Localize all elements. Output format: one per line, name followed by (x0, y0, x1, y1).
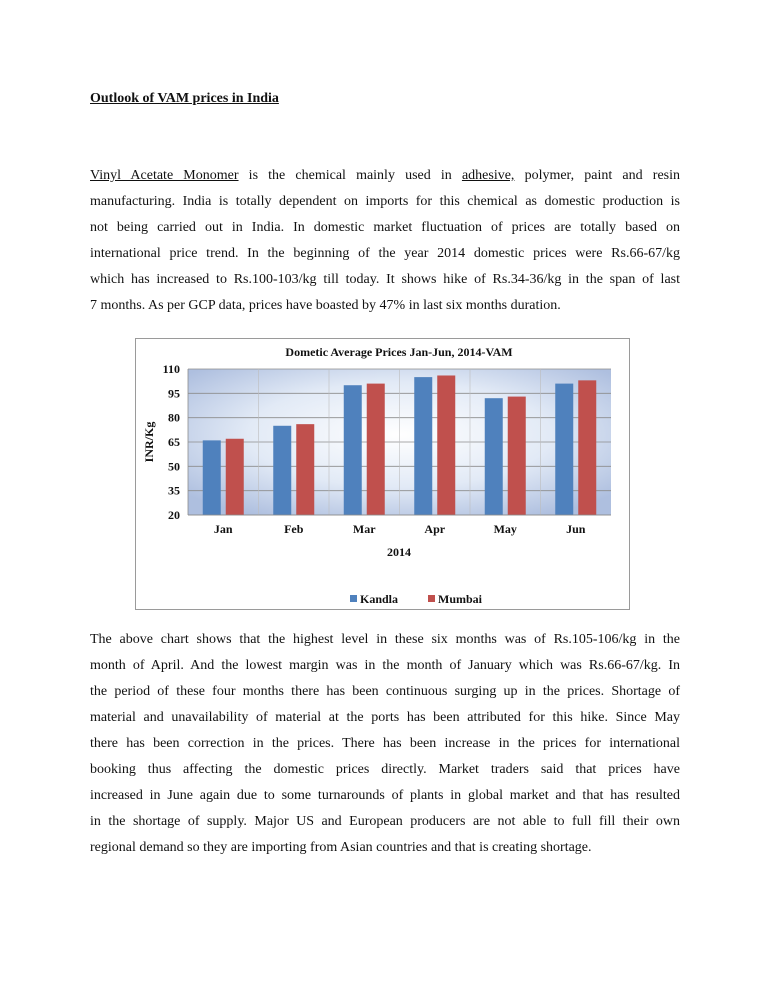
y-tick-label: 80 (168, 410, 180, 425)
bar-kandla (273, 426, 291, 515)
bar-mumbai (226, 439, 244, 515)
y-tick-label: 50 (168, 459, 180, 474)
x-tick-label: Feb (284, 522, 304, 536)
y-tick-label: 110 (162, 362, 180, 376)
paragraph-line: regional demand so they are importing from Asian countries and that is creating shortage. (90, 840, 592, 855)
bar-mumbai (367, 384, 385, 515)
line-text: polymer, paint and resin (514, 168, 681, 183)
line-text: is the chemical mainly used in (238, 168, 462, 183)
paragraph-line: booking thus affecting the domestic prices directly. Market traders said that prices have (90, 762, 680, 777)
legend-swatch-mumbai (428, 595, 435, 602)
analysis-paragraph (90, 627, 680, 861)
y-tick-label: 35 (168, 483, 180, 498)
bar-mumbai (437, 375, 455, 515)
y-tick-label: 20 (168, 508, 180, 522)
bar-kandla (555, 384, 573, 515)
paragraph-line: which has increased to Rs.100-103/kg till today. It shows hike of Rs.34-36/kg in the span of last (90, 272, 680, 287)
paragraph-line: international price trend. In the beginning of the year 2014 domestic prices were Rs.66-67/kg (90, 246, 680, 261)
price-chart (135, 338, 630, 610)
x-tick-label: Mar (352, 522, 376, 536)
bar-kandla (485, 398, 503, 515)
legend-label-kandla: Kandla (360, 592, 399, 606)
bar-mumbai (296, 424, 314, 515)
bar-kandla (344, 385, 362, 515)
y-axis-title: INR/Kg (142, 421, 156, 463)
paragraph-line: The above chart shows that the highest level in these six months was of Rs.105-106/kg in the (90, 632, 680, 647)
paragraph-line: not being carried out in India. In domestic market fluctuation of prices are totally based on (90, 220, 680, 235)
bar-mumbai (578, 380, 596, 515)
term-link: adhesive, (461, 168, 515, 183)
x-tick-label: Jun (566, 522, 586, 536)
document-heading: Outlook of VAM prices in India (90, 91, 279, 106)
paragraph-line (90, 163, 680, 189)
paragraph-line: the period of these four months there has been continuous surging up in the prices. Shortage of (90, 684, 680, 699)
bar-mumbai (508, 397, 526, 515)
bar-kandla (414, 377, 432, 515)
bar-kandla (203, 440, 221, 515)
intro-paragraph (90, 163, 680, 319)
paragraph-line: there has been correction in the prices. There has been increase in the prices for international (90, 736, 680, 751)
paragraph-line: increased in June again due to some turnarounds of plants in global market and that has resulted (90, 788, 680, 803)
x-tick-label: Jan (213, 522, 233, 536)
legend-swatch-kandla (350, 595, 357, 602)
term-link: Vinyl Acetate Monomer (90, 168, 239, 183)
y-tick-label: 95 (168, 386, 180, 401)
paragraph-line: in the shortage of supply. Major US and European producers are not able to full fill their own (90, 814, 680, 829)
paragraph-line: manufacturing. India is totally dependent on imports for this chemical as domestic production is (90, 194, 680, 209)
y-tick-label: 65 (168, 435, 180, 449)
paragraph-line: material and unavailability of material at the ports has been attributed for this hike. Since May (90, 710, 680, 725)
x-tick-label: Apr (424, 522, 446, 536)
paragraph-line: 7 months. As per GCP data, prices have boasted by 47% in last six months duration. (90, 298, 561, 313)
legend-label-mumbai: Mumbai (438, 592, 483, 606)
chart-svg (136, 339, 629, 609)
paragraph-line: month of April. And the lowest margin was in the month of January which was Rs.66-67/kg. In (90, 658, 680, 673)
x-tick-label: May (493, 522, 517, 536)
x-axis-title: 2014 (387, 545, 411, 559)
chart-title: Dometic Average Prices Jan-Jun, 2014-VAM (285, 345, 513, 359)
